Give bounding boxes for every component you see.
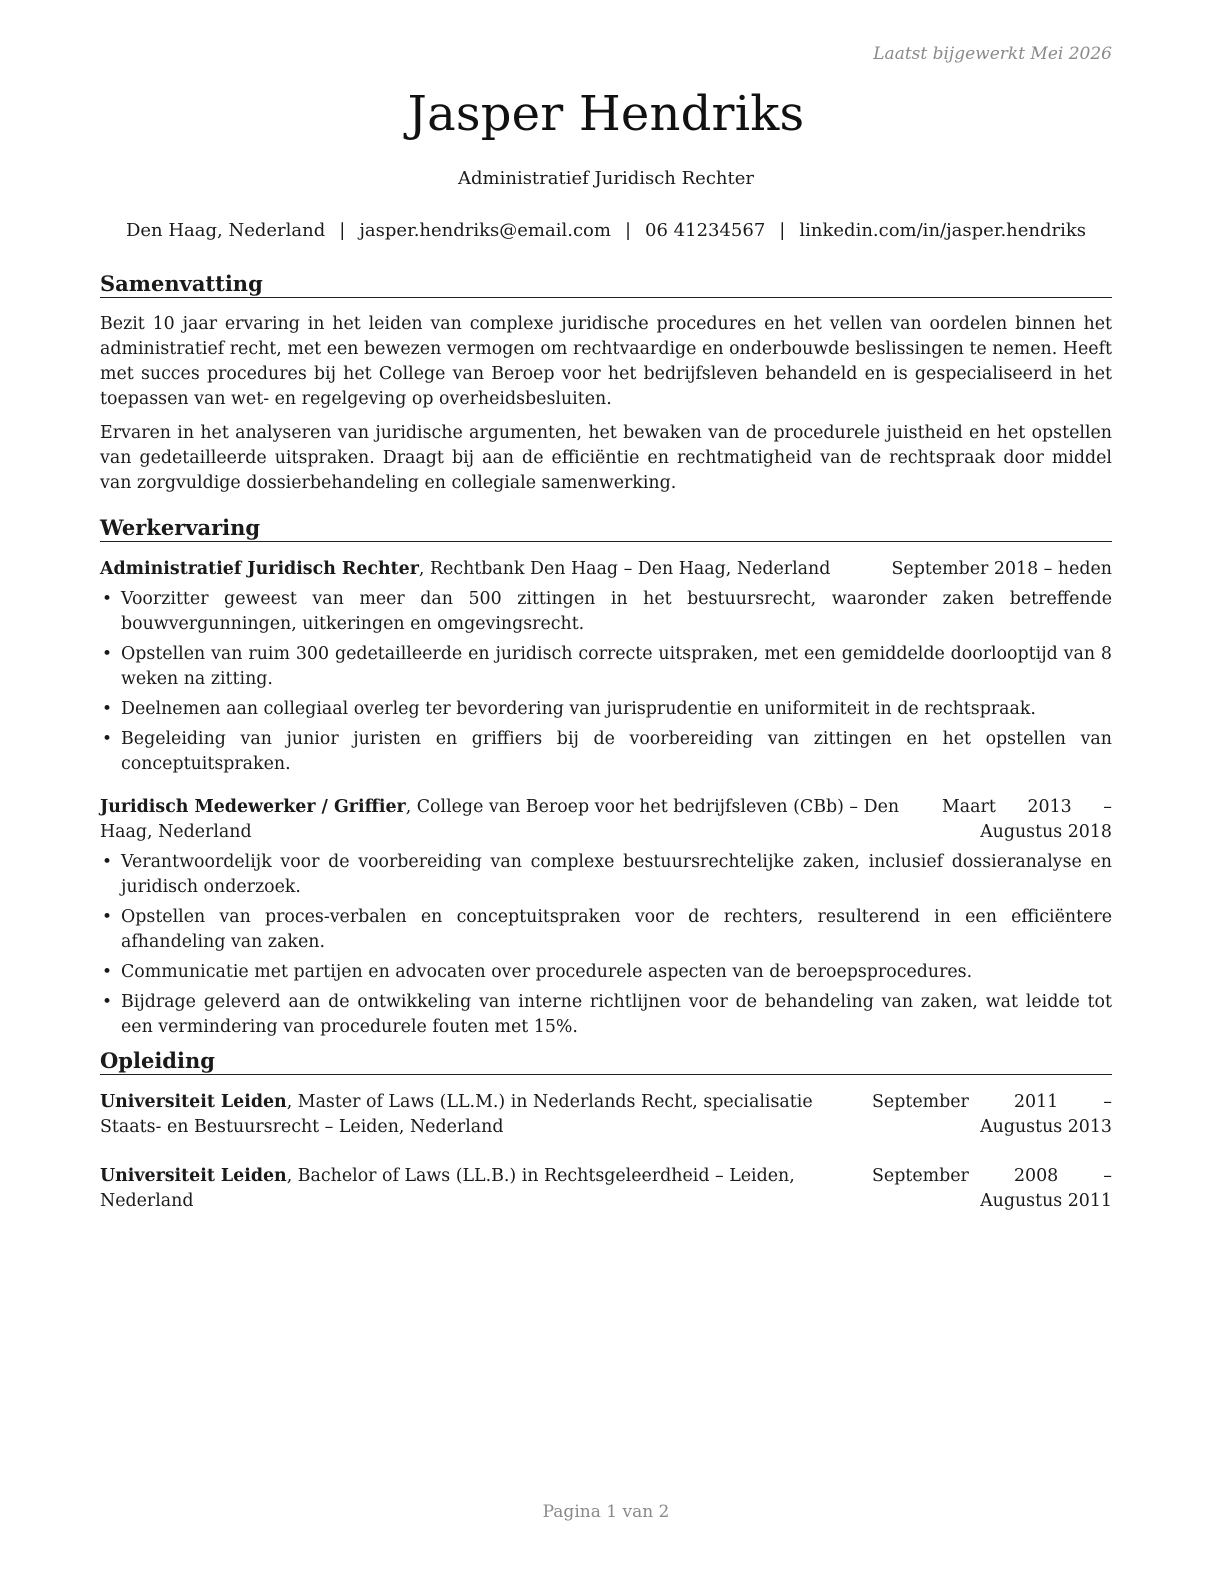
- education-dates: September 2008 – Augustus 2011: [872, 1166, 1112, 1211]
- list-item: • Deelnemen aan collegiaal overleg ter bevordering van jurisprudentie en uniformiteit in de rechtspraak.: [100, 697, 1112, 722]
- resume-page: [100, 0, 1112, 1584]
- summary-section: [100, 272, 1112, 496]
- list-item: • Communicatie met partijen en advocaten over procedurele aspecten van de beroepsprocedures.: [100, 960, 1112, 985]
- job-bullets: [100, 850, 1112, 1040]
- experience-heading: Werkervaring: [100, 516, 1112, 542]
- page-number: Pagina 1 van 2: [542, 1502, 670, 1522]
- education-degree: , Master of Laws (LL.M.) in Nederlands Recht, specialisatie Staats- en Bestuursrecht – Leiden, Nederland: [100, 1092, 813, 1137]
- education-line: [100, 1090, 872, 1140]
- job-header: [100, 557, 1112, 582]
- contact-separator: |: [779, 220, 786, 241]
- list-item: • Bijdrage geleverd aan de ontwikkeling van interne richtlijnen voor de behandeling van zaken, wat leidde tot een vermindering van procedurele fouten met 15%.: [100, 990, 1112, 1040]
- contact-email[interactable]: jasper.hendriks@email.com: [359, 220, 611, 241]
- contact-location: Den Haag, Nederland: [125, 220, 326, 241]
- education-heading: Opleiding: [100, 1049, 1112, 1075]
- job-dates: Maart 2013 – Augustus 2018: [942, 797, 1112, 842]
- education-school: Universiteit Leiden: [100, 1166, 287, 1186]
- list-item: • Opstellen van ruim 300 gedetailleerde en juridisch correcte uitspraken, met een gemiddelde doorlooptijd van 8 weken na zitting.: [100, 642, 1112, 692]
- contact-separator: |: [339, 220, 346, 241]
- education-degree: , Bachelor of Laws (LL.B.) in Rechtsgeleerdheid – Leiden, Nederland: [100, 1166, 795, 1211]
- education-section: [100, 1049, 1112, 1214]
- education-entry: [100, 1090, 1112, 1140]
- contact-linkedin[interactable]: linkedin.com/in/jasper.hendriks: [799, 220, 1087, 241]
- job-header: [100, 795, 1112, 845]
- experience-section: [100, 516, 1112, 1045]
- job-dates: September 2018 – heden: [891, 559, 1112, 579]
- person-name: Jasper Hendriks: [407, 86, 805, 142]
- job-entry: [100, 557, 1112, 777]
- job-entry: [100, 795, 1112, 1040]
- summary-heading: Samenvatting: [100, 272, 1112, 298]
- job-organization: , College van Beroep voor het bedrijfsleven (CBb) – Den Haag, Nederland: [100, 797, 900, 842]
- job-bullets: [100, 587, 1112, 777]
- list-item: • Opstellen van proces-verbalen en conceptuitspraken voor de rechters, resulterend in een efficiëntere afhandeling van zaken.: [100, 905, 1112, 955]
- job-role: Administratief Juridisch Rechter: [100, 559, 419, 579]
- education-line: [100, 1164, 872, 1214]
- contact-separator: |: [624, 220, 632, 241]
- job-title-line: [100, 795, 942, 845]
- list-item: • Begeleiding van junior juristen en griffiers bij de voorbereiding van zittingen en het opstellen van conceptuitspraken.: [100, 727, 1112, 777]
- job-title-line: [100, 557, 892, 582]
- summary-paragraph: Bezit 10 jaar ervaring in het leiden van complexe juridische procedures en het vellen van oordelen binnen het administratief recht, met een bewezen vermogen om rechtvaardige en onderbouwde beslissingen te nemen. Heeft met succes procedures bij het College van Beroep voor het bedrijfsleven behandeld en is gespecialiseerd in het toepassen van wet- en regelgeving op overheidsbesluiten.: [100, 314, 1112, 409]
- education-school: Universiteit Leiden: [100, 1092, 287, 1112]
- job-organization: , Rechtbank Den Haag – Den Haag, Nederland: [418, 559, 831, 579]
- summary-paragraph: Ervaren in het analyseren van juridische argumenten, het bewaken van de procedurele juistheid en het opstellen van gedetailleerde uitspraken. Draagt bij aan de efficiëntie en rechtmatigheid van de rechtspraak door middel van zorgvuldige dossierbehandeling en collegiale samenwerking.: [100, 423, 1112, 493]
- contact-phone[interactable]: 06 41234567: [645, 220, 766, 241]
- list-item: • Verantwoordelijk voor de voorbereiding van complexe bestuursrechtelijke zaken, inclusief dossieranalyse en juridisch onderzoek.: [100, 850, 1112, 900]
- education-entry: [100, 1164, 1112, 1214]
- job-title: Administratief Juridisch Rechter: [458, 168, 754, 189]
- job-role: Juridisch Medewerker / Griffier: [100, 797, 406, 817]
- education-dates: September 2011 – Augustus 2013: [872, 1092, 1112, 1137]
- contact-line: [100, 220, 1112, 241]
- last-updated: Laatst bijgewerkt Mei 2026: [873, 44, 1112, 64]
- list-item: • Voorzitter geweest van meer dan 500 zittingen in het bestuursrecht, waaronder zaken betreffende bouwvergunningen, uitkeringen en omgevingsrecht.: [100, 587, 1112, 637]
